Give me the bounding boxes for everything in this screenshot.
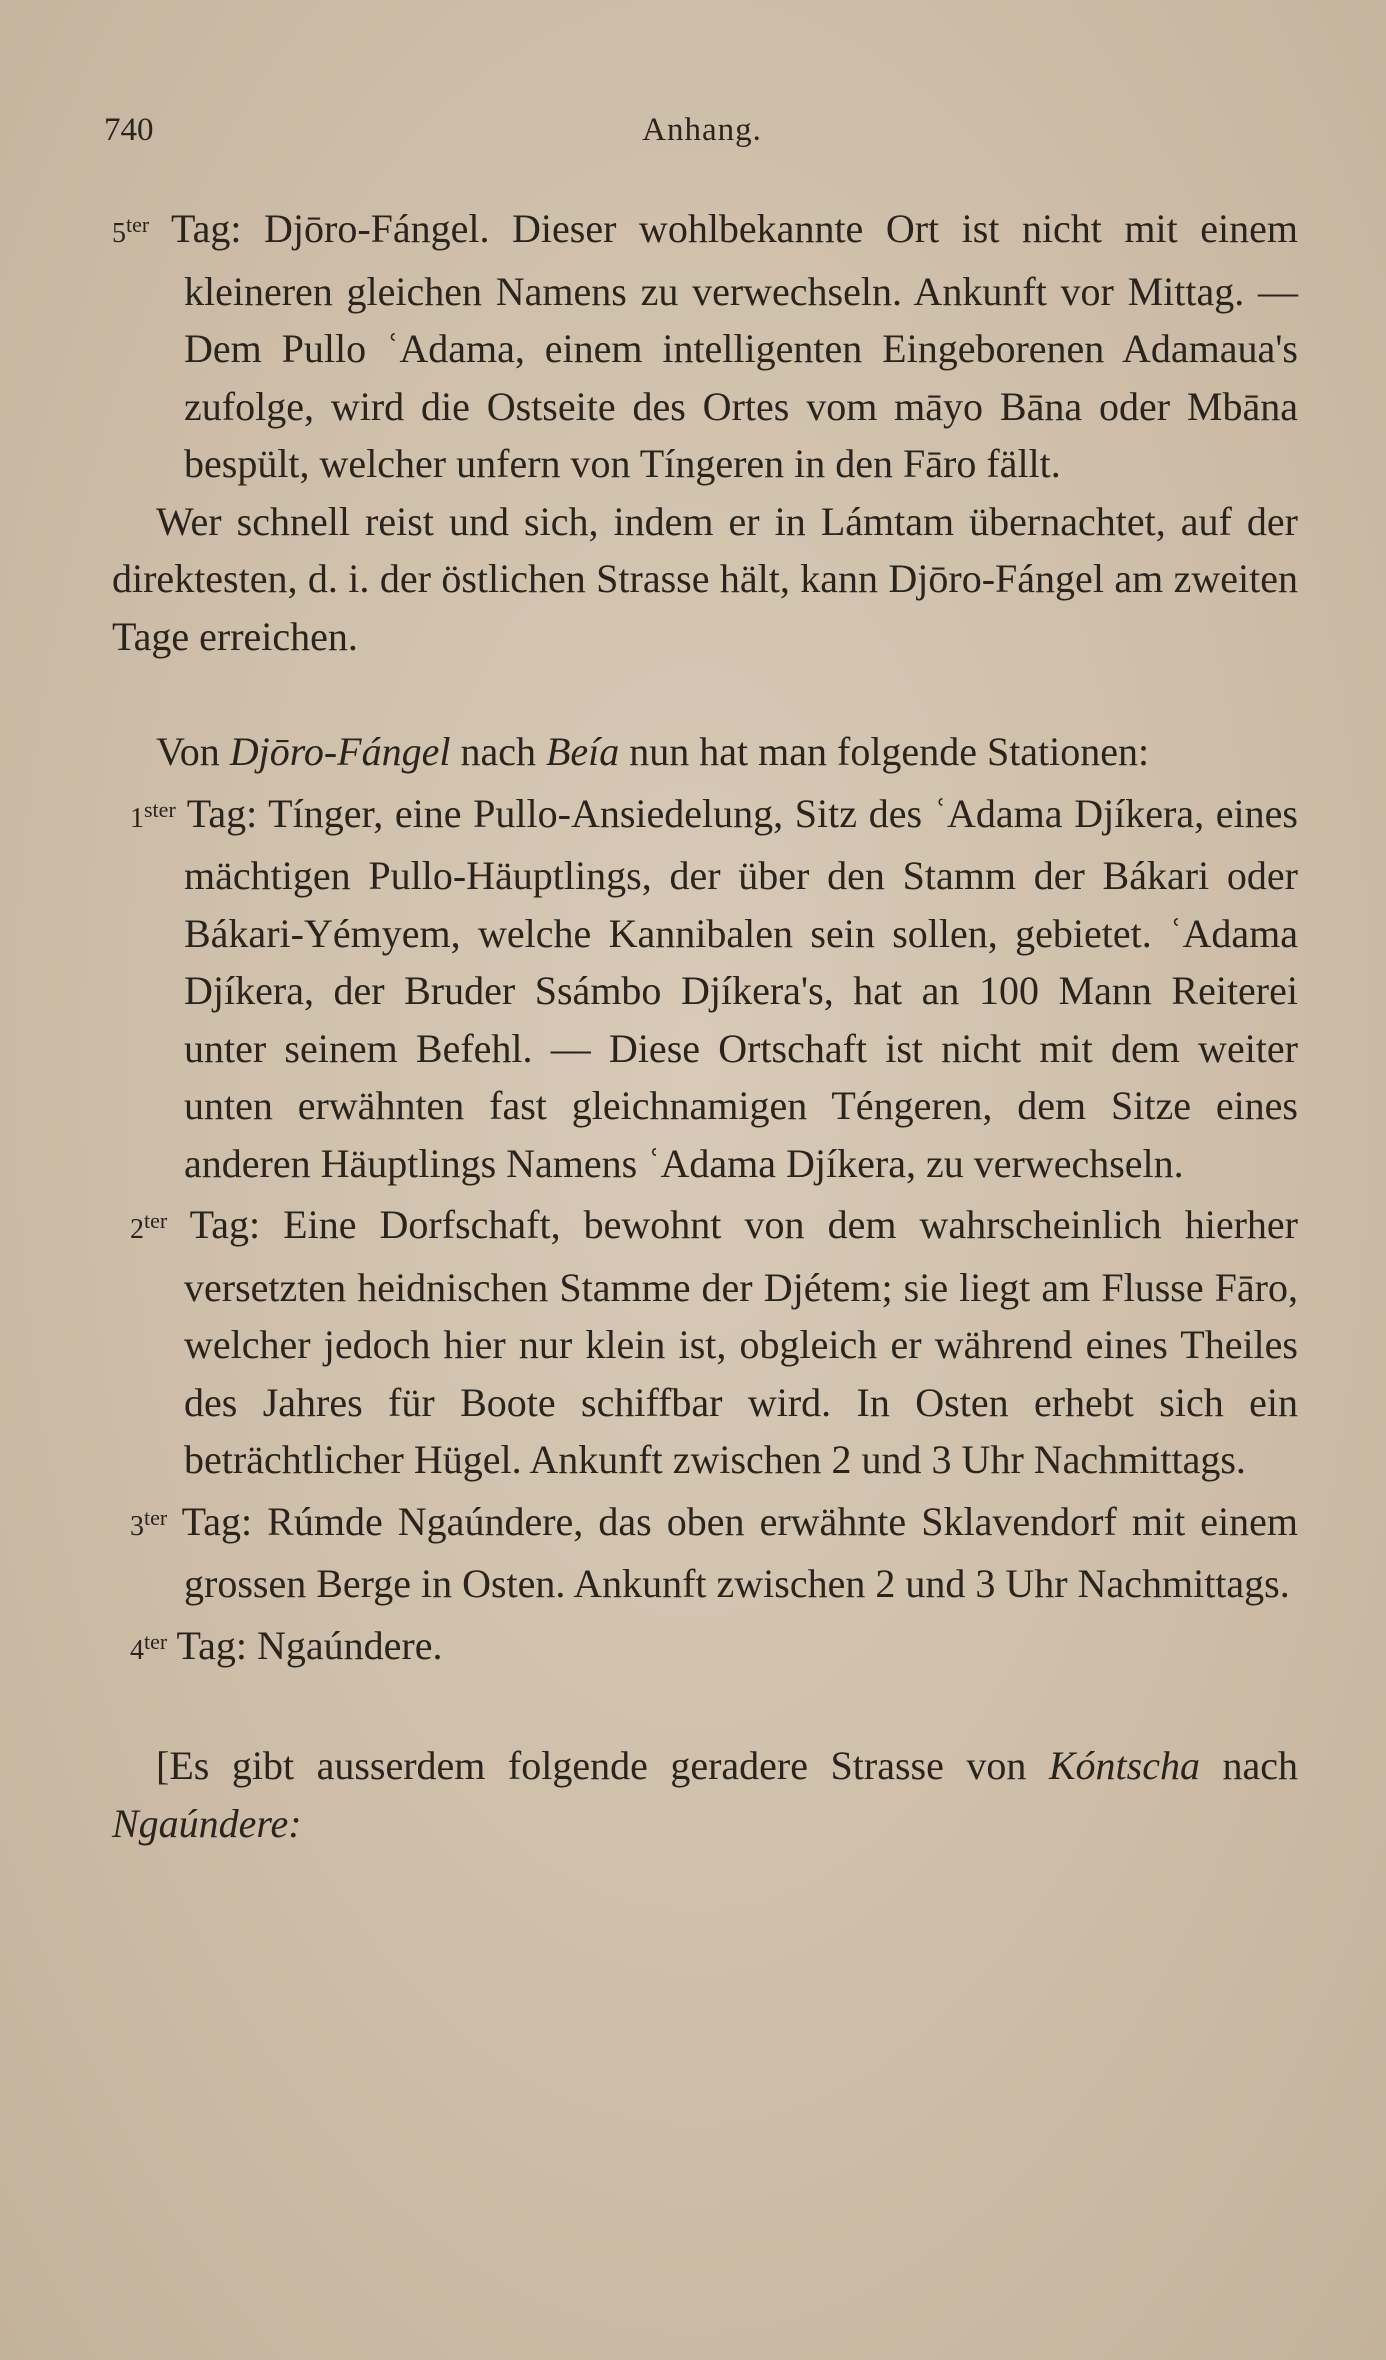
- entry-text: Tag: Djōro-Fángel. Dieser wohlbekannte Ort ist nicht mit einem kleineren gleichen Namens zu verwechseln. Ankunft vor Mittag. — Dem Pullo ʿAdama, einem intelligenten Eingeborenen Adamaua's zufolge, wird die Ostseite des Ortes vom māyo Bāna oder Mbāna bespült, welcher unfern von Tíngeren in den Fāro fällt.: [171, 206, 1299, 486]
- ordinal: $1^{ster}$: [130, 796, 176, 834]
- page-body: [112, 196, 1298, 1852]
- entry-text: Tag: Tínger, eine Pullo-Ansiedelung, Sitz des ʿAdama Djíkera, eines mächtigen Pullo-Häuptlings, der über den Stamm der Bákari oder Bákari-Yémyem, welche Kannibalen sein sollen, gebietet. ʿAdama Djíkera, der Bruder Ssámbo Djíkera's, hat an 100 Mann Reiterei unter seinem Befehl. — Diese Ortschaft ist nicht mit dem weiter unten erwähnten fast gleichnamigen Téngeren, dem Sitze eines anderen Häuptlings Namens ʿAdama Djíkera, zu verwechseln.: [184, 790, 1298, 1186]
- page-number: 740: [104, 112, 154, 148]
- ordinal: $4^{ter}$: [130, 1628, 168, 1666]
- day-entry-3: [112, 1489, 1298, 1613]
- day-entry-4: [112, 1613, 1298, 1680]
- section-gap: [112, 665, 1298, 723]
- entry-text: Tag: Rúmde Ngaúndere, das oben erwähnte Sklavendorf mit einem grossen Berge in Osten. Ankunft zwischen 2 und 3 Uhr Nachmittags.: [181, 1498, 1299, 1606]
- final-paragraph: [Es gibt ausserdem folgende geradere Strasse von Kóntscha nach Ngaúndere:: [112, 1743, 1298, 1846]
- stations-intro: Von Djōro-Fángel nach Beía nun hat man folgende Stationen:: [156, 729, 1150, 774]
- entry-text: Tag: Ngaúndere.: [176, 1622, 443, 1668]
- paragraph-schnell: Wer schnell reist und sich, indem er in Lámtam übernachtet, auf der direktesten, d. i. der östlichen Strasse hält, kann Djōro-Fángel am zweiten Tage erreichen.: [112, 498, 1298, 659]
- day-entry-2: [112, 1192, 1298, 1489]
- section-gap: [112, 1679, 1298, 1737]
- page-header: [104, 112, 1300, 164]
- place-to: Beía: [545, 729, 620, 774]
- place-from: Kóntscha: [1048, 1743, 1200, 1788]
- ordinal: $2^{ter}$: [130, 1208, 168, 1245]
- day-entry-5: [112, 196, 1298, 493]
- ordinal: $5^{ter}$: [112, 212, 150, 249]
- place-to: Ngaúndere:: [112, 1800, 302, 1846]
- place-from: Djōro-Fángel: [229, 729, 451, 774]
- day-entry-1: [112, 781, 1298, 1193]
- entry-text: Tag: Eine Dorfschaft, bewohnt von dem wahrscheinlich hierher versetzten heidnischen Stamme der Djétem; sie liegt am Flusse Fāro, welcher jedoch hier nur klein ist, obgleich er während eines Theiles des Jahres für Boote schiffbar wird. In Osten erhebt sich ein beträchtlicher Hügel. Ankunft zwischen 2 und 3 Uhr Nachmittags.: [184, 1202, 1298, 1482]
- ordinal: $3^{ter}$: [130, 1504, 168, 1542]
- running-title: Anhang.: [642, 112, 762, 148]
